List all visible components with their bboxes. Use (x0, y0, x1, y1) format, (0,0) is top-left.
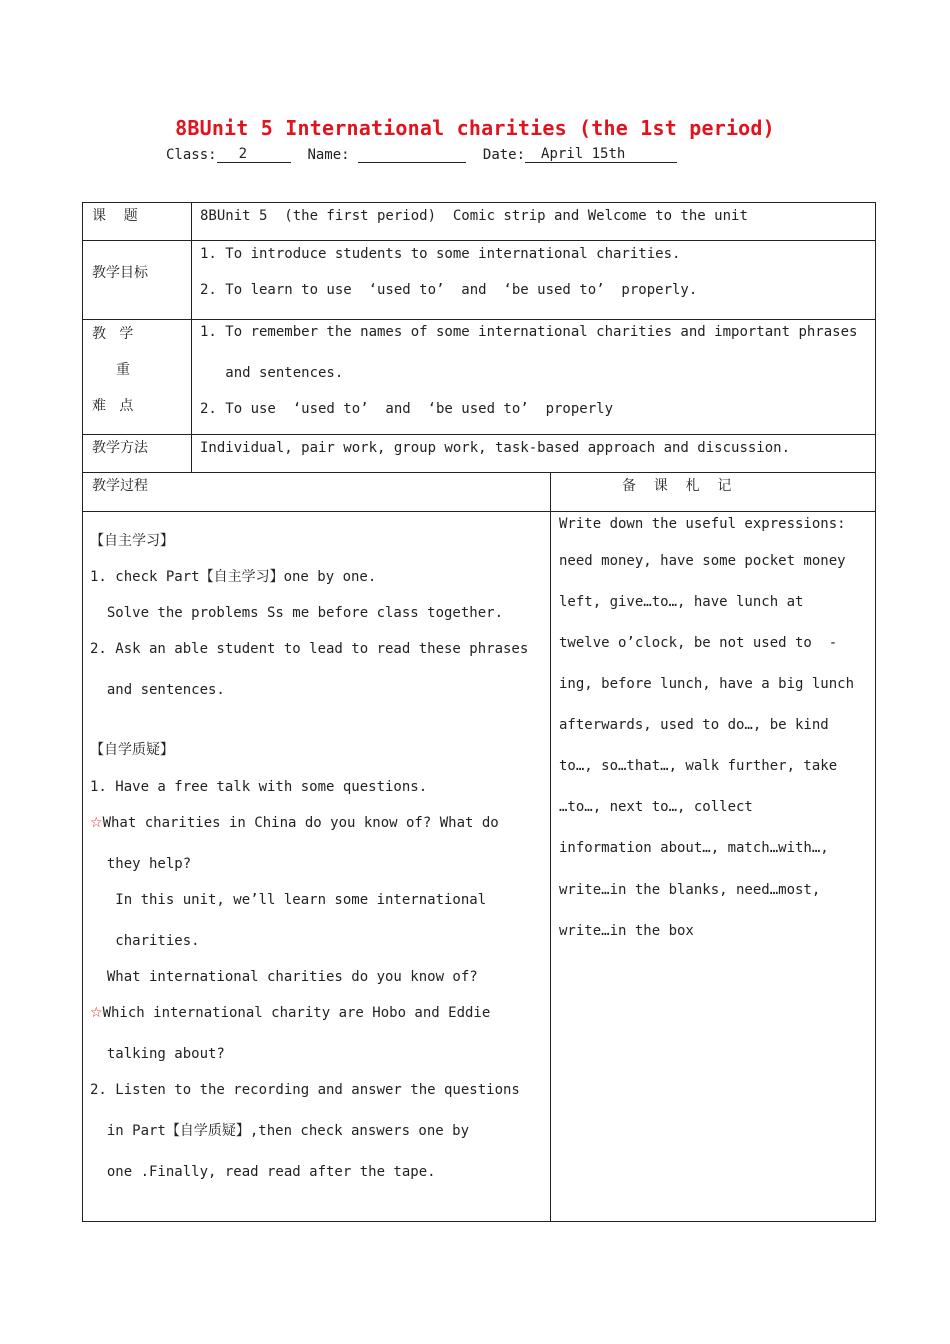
notes-line: afterwards, used to do…, be kind (559, 717, 829, 733)
key-point-item: 1. To remember the names of some international charities and important phrases (200, 324, 858, 340)
notes-column-divider (550, 472, 551, 1222)
notes-line: information about…, match…with…, (559, 840, 829, 856)
goals-label: 教学目标 (92, 265, 148, 281)
section-heading: 【自学质疑】 (90, 742, 174, 758)
notes-line: left, give…to…, have lunch at (559, 594, 804, 610)
notes-line: to…, so…that…, walk further, take (559, 758, 838, 774)
method-label: 教学方法 (92, 440, 148, 456)
notes-line: write…in the blanks, need…most, (559, 882, 821, 898)
date-label: Date: (482, 147, 526, 163)
process-line: and sentences. (90, 682, 225, 698)
notes-line: Write down the useful expressions: (559, 516, 846, 532)
row-divider (82, 319, 876, 320)
process-line: ☆Which international charity are Hobo and Eddie (90, 1005, 491, 1021)
row-divider (82, 434, 876, 435)
star-icon: ☆ (90, 815, 103, 831)
class-label: Class: (166, 147, 217, 163)
topic-value: 8BUnit 5 (the first period) Comic strip and Welcome to the unit (200, 208, 748, 224)
process-line: ☆What charities in China do you know of? What do (90, 815, 499, 831)
class-value: 2 (238, 146, 248, 162)
class-field (217, 146, 291, 163)
process-line: in Part【自学质疑】,then check answers one by (90, 1123, 470, 1139)
table-border-left (82, 202, 83, 1222)
process-line: 2. Ask an able student to lead to read these phrases (90, 641, 529, 657)
name-label: Name: (307, 147, 350, 163)
goal-item: 2. To learn to use ‘used to’ and ‘be used to’ properly. (200, 282, 698, 298)
key-points-label: 重 (116, 362, 130, 378)
process-line: Solve the problems Ss me before class together. (90, 605, 504, 621)
star-icon: ☆ (90, 1005, 103, 1021)
process-line: one .Finally, read read after the tape. (90, 1164, 436, 1180)
row-divider (82, 472, 876, 473)
date-value: April 15th (541, 146, 626, 162)
notes-line: ing, before lunch, have a big lunch (559, 676, 855, 692)
key-points-label: 教 学 (92, 326, 134, 342)
process-line: What international charities do you know of? (90, 969, 478, 985)
notes-line: …to…, next to…, collect (559, 799, 753, 815)
table-border-top (82, 202, 876, 203)
notes-line: twelve o’clock, be not used to - (559, 635, 838, 651)
process-line: 1. check Part【自主学习】one by one. (90, 569, 377, 585)
key-point-item: 2. To use ‘used to’ and ‘be used to’ properly (200, 401, 614, 417)
row-divider (82, 511, 876, 512)
notes-line: need money, have some pocket money (559, 553, 846, 569)
process-line: talking about? (90, 1046, 225, 1062)
page-title: 8BUnit 5 International charities (the 1st period) (175, 116, 775, 140)
name-field (358, 146, 466, 163)
process-line: charities. (90, 933, 200, 949)
section-heading: 【自主学习】 (90, 533, 174, 549)
notes-line: write…in the box (559, 923, 694, 939)
process-line: they help? (90, 856, 192, 872)
goal-item: 1. To introduce students to some international charities. (200, 246, 681, 262)
topic-label: 课 题 (92, 208, 138, 224)
key-points-label: 难 点 (92, 398, 134, 414)
lesson-plan-table (82, 202, 876, 1222)
date-field (525, 146, 677, 163)
process-line: 1. Have a free talk with some questions. (90, 779, 428, 795)
row-divider (82, 240, 876, 241)
table-border-bottom (82, 1221, 876, 1222)
notes-label: 备 课 札 记 (622, 478, 732, 494)
header-info (166, 146, 677, 163)
process-line: In this unit, we’ll learn some international (90, 892, 487, 908)
table-border-right (875, 202, 876, 1222)
process-line: 2. Listen to the recording and answer the questions (90, 1082, 520, 1098)
process-label: 教学过程 (92, 478, 148, 494)
key-point-item: and sentences. (200, 365, 344, 381)
label-column-divider (191, 202, 192, 473)
method-value: Individual, pair work, group work, task-based approach and discussion. (200, 440, 791, 456)
